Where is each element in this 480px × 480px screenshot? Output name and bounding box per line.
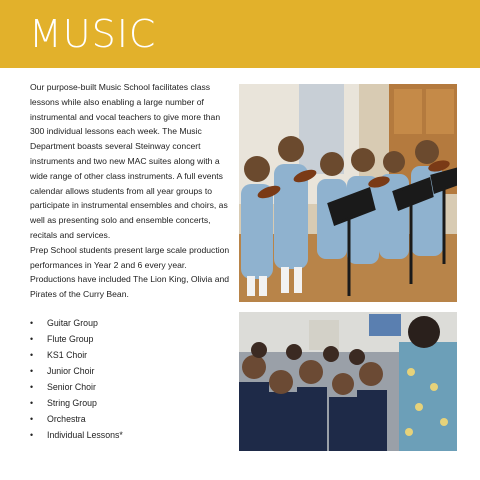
intro-text — [30, 80, 230, 302]
music-groups-list — [30, 315, 220, 443]
list-item-label: Guitar Group — [47, 318, 98, 328]
list-item — [30, 379, 220, 395]
violin-ensemble-photo — [239, 84, 457, 302]
list-item-label: Senior Choir — [47, 382, 96, 392]
list-item-label: KS1 Choir — [47, 350, 88, 360]
bullet: • — [30, 398, 34, 408]
list-item — [30, 395, 220, 411]
choir-singing-photo — [239, 312, 457, 451]
bullet: • — [30, 414, 34, 424]
bullet: • — [30, 382, 34, 392]
list-item-label: Junior Choir — [47, 366, 95, 376]
intro-paragraph-2: Prep School students present large scale production performances in Year 2 and 6 every year. Productions have included The Lion King, Olivia and Pirates of the Curry Bean. — [30, 244, 230, 300]
list-item-label: Individual Lessons* — [47, 430, 123, 440]
list-item-label: Orchestra — [47, 414, 86, 424]
violin-ensemble-illustration — [239, 84, 457, 302]
header-banner — [0, 0, 480, 68]
list-item — [30, 427, 220, 443]
bullet: • — [30, 366, 34, 376]
bullet: • — [30, 350, 34, 360]
page-title: MUSIC — [29, 12, 157, 56]
bullet: • — [30, 318, 34, 328]
bullet: • — [30, 430, 34, 440]
list-item-label: String Group — [47, 398, 97, 408]
list-item — [30, 315, 220, 331]
list-item-label: Flute Group — [47, 334, 94, 344]
intro-paragraph-1: Our purpose-built Music School facilitates class lessons while also enabling a large number of instrumental and vocal teachers to give more than 300 individual lessons each week. The Music Department boasts several Steinway concert instruments and two new MAC suites along with a wide range of other class instruments. A full events calendar allows students from all year groups to participate in instrumental ensembles and choirs, as well as presenting solo and ensemble concerts, recitals and services. — [30, 82, 228, 240]
list-item — [30, 411, 220, 427]
list-item — [30, 347, 220, 363]
list-item — [30, 363, 220, 379]
list-item — [30, 331, 220, 347]
choir-illustration — [239, 312, 457, 451]
bullet: • — [30, 334, 34, 344]
